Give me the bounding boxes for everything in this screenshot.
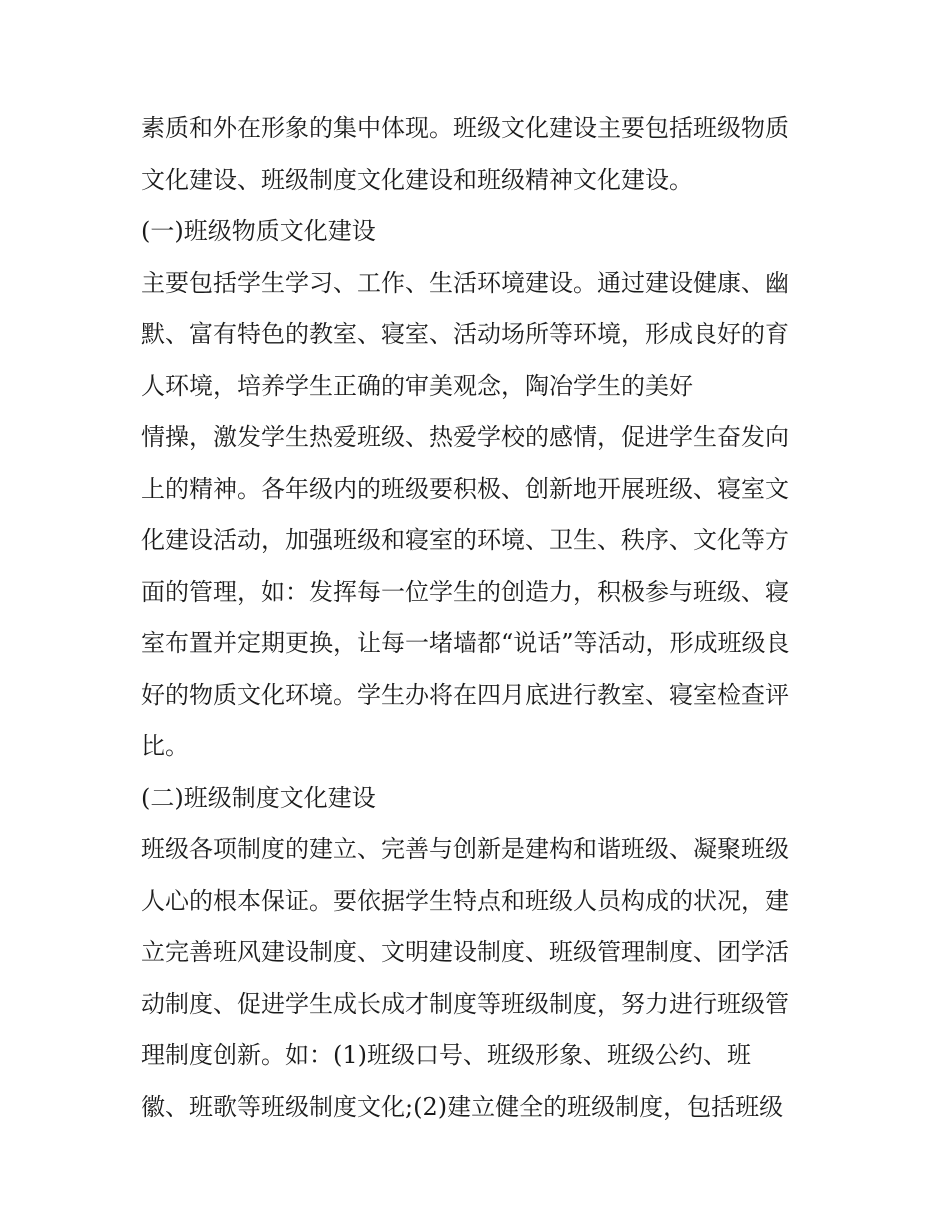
- text-line: 默、富有特色的教室、寝室、活动场所等环境，形成良好的育: [141, 320, 789, 348]
- text-line: 主要包括学生学习、工作、生活环境建设。通过建设健康、幽: [141, 269, 789, 297]
- text-line: 上的精神。各年级内的班级要积极、创新地开展班级、寝室文: [141, 475, 789, 503]
- text-line: 情操，激发学生热爱班级、热爱学校的感情，促进学生奋发向: [141, 423, 789, 451]
- text-line: 好的物质文化环境。学生办将在四月底进行教室、寝室检查评: [141, 681, 789, 709]
- text-line: 徽、班歌等班级制度文化;(2)建立健全的班级制度，包括班级: [141, 1093, 784, 1121]
- text-line: 动制度、促进学生成长成才制度等班级制度，努力进行班级管: [141, 990, 789, 1018]
- text-line: 立完善班风建设制度、文明建设制度、班级管理制度、团学活: [141, 938, 789, 966]
- text-line: 比。: [141, 732, 189, 760]
- text-line: 素质和外在形象的集中体现。班级文化建设主要包括班级物质: [141, 114, 789, 142]
- section-heading: (二)班级制度文化建设: [141, 784, 376, 812]
- text-line: 理制度创新。如：(1)班级口号、班级形象、班级公约、班: [141, 1041, 751, 1069]
- text-line: 班级各项制度的建立、完善与创新是建构和谐班级、凝聚班级: [141, 835, 789, 863]
- text-line: 人环境，培养学生正确的审美观念，陶冶学生的美好: [141, 372, 693, 400]
- text-line: 室布置并定期更换，让每一堵墙都“说话”等活动，形成班级良: [141, 629, 790, 657]
- text-line: 化建设活动，加强班级和寝室的环境、卫生、秩序、文化等方: [141, 526, 789, 554]
- text-line: 面的管理，如：发挥每一位学生的创造力，积极参与班级、寝: [141, 578, 789, 606]
- text-line: 文化建设、班级制度文化建设和班级精神文化建设。: [141, 166, 693, 194]
- text-line: 人心的根本保证。要依据学生特点和班级人员构成的状况，建: [141, 887, 789, 915]
- section-heading: (一)班级物质文化建设: [141, 217, 376, 245]
